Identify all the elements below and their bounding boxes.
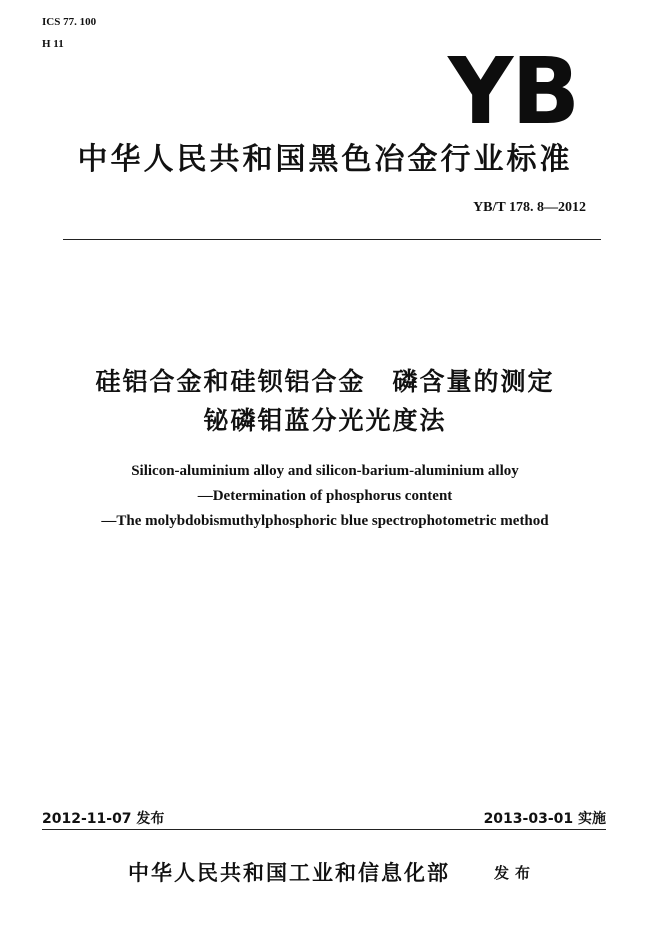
ics-code: ICS 77. 100 [42, 16, 97, 28]
implementation-date: 2013-03-01 实施 [483, 811, 606, 827]
yb-logo: YB [448, 38, 579, 145]
chinese-title-line1: 硅铝合金和硅钡铝合金 磷含量的测定 [95, 367, 555, 396]
standard-title: 中华人民共和国黑色冶金行业标准 [77, 142, 573, 177]
issue-label: 发布 [494, 864, 537, 882]
english-title-line2: —Determination of phosphorus content [197, 488, 453, 504]
ccs-code: H 11 [42, 38, 64, 50]
header-divider [63, 239, 601, 240]
issuing-ministry: 中华人民共和国工业和信息化部 [128, 861, 450, 885]
english-title-line1: Silicon-aluminium alloy and silicon-barium-aluminium alloy [131, 463, 519, 479]
chinese-title-line2: 铋磷钼蓝分光光度法 [203, 406, 447, 435]
footer-divider [42, 829, 606, 830]
standard-code: YB/T 178. 8—2012 [473, 200, 586, 215]
english-title-line3: —The molybdobismuthylphosphoric blue spectrophotometric method [101, 513, 549, 529]
issue-date: 2012-11-07 发布 [42, 811, 165, 827]
